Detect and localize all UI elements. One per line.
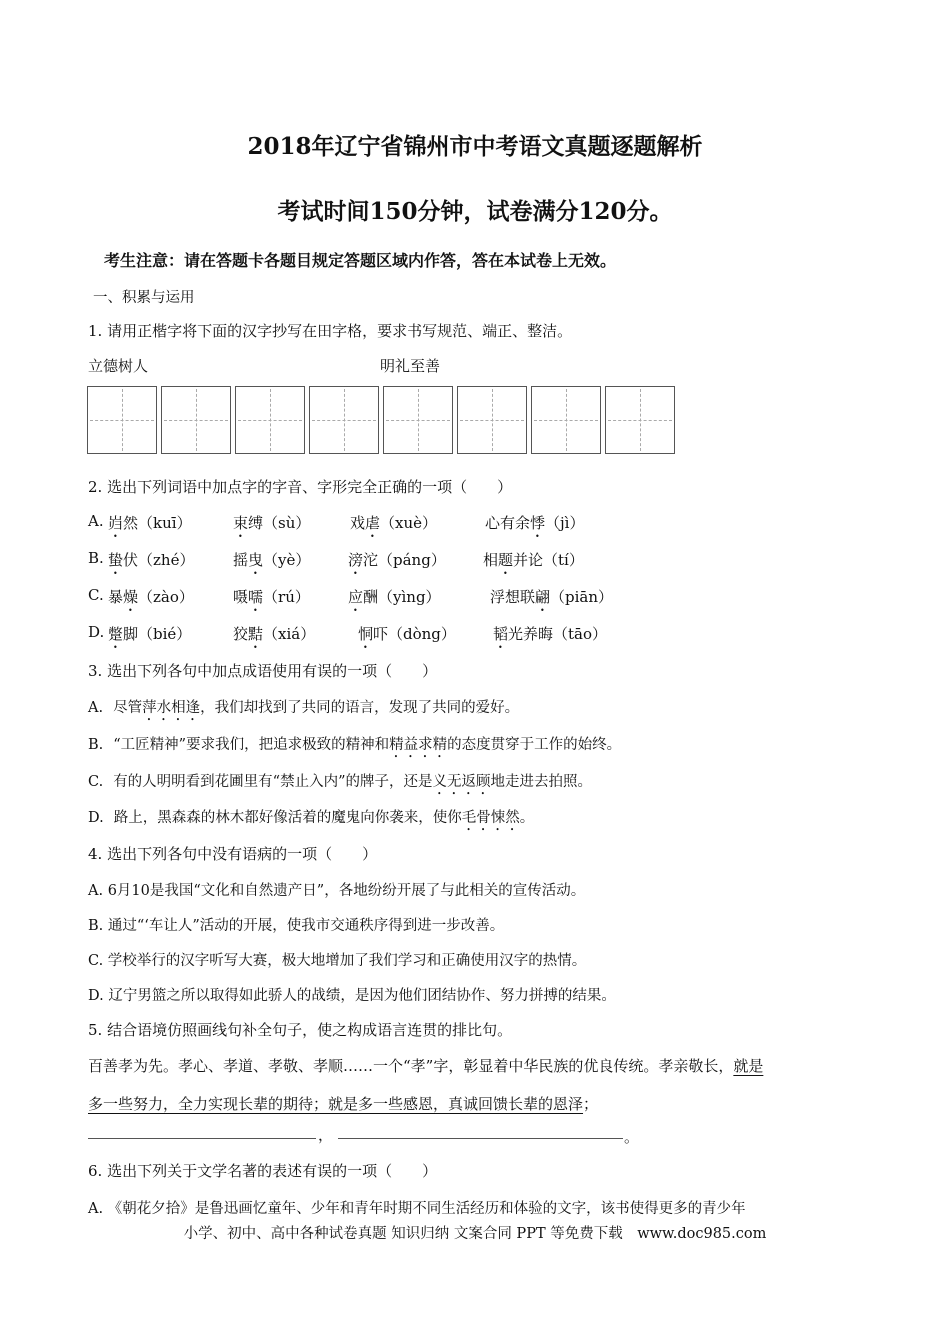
q5-paragraph-line1: 百善孝为先。孝心、孝道、孝敬、孝顺……一个“孝”字，彰显着中华民族的优良传统。孝亲敬长，就是 [88,1057,764,1075]
answer-blank-1[interactable] [88,1138,316,1139]
copy-phrase-2: 明礼至善 [380,357,441,375]
question-1-stem: 1. 请用正楷字将下面的汉字抄写在田字格，要求书写规范、端正、整洁。 [88,322,573,340]
q5-paragraph-line2: 多一些努力，全力实现长辈的期待；就是多一些感恩，真诚回馈长辈的恩泽； [88,1095,599,1113]
tianzige-cell[interactable] [531,386,601,454]
tianzige-grid [87,386,679,456]
question-5-stem: 5. 结合语境仿照画线句补全句子，使之构成语言连贯的排比句。 [88,1021,513,1039]
q3-option-b[interactable]: B. “工匠精神”要求我们，把追求极致的精神和精益求精的态度贯穿于工作的始终。 [88,737,622,753]
page-footer: 小学、初中、高中各种试卷真题 知识归纳 文案合同 PPT 等免费下载 www.doc985.com [183,1226,767,1242]
tianzige-cell[interactable] [605,386,675,454]
copy-phrase-1: 立德树人 [88,357,149,375]
question-6-stem: 6. 选出下列关于文学名著的表述有误的一项（ ） [88,1162,438,1180]
q3-option-a[interactable]: A. 尽管萍水相逢，我们却找到了共同的语言，发现了共同的爱好。 [88,700,520,716]
answer-blank-2[interactable] [338,1138,623,1139]
q2-option-c[interactable]: C. 暴燥（zào） 嗫嚅（rú） 应酬（yìng） 浮想联翩（piān） [88,586,614,606]
q4-option-d[interactable]: D. 辽宁男篮之所以取得如此骄人的战绩，是因为他们团结协作、努力拼搏的结果。 [88,988,616,1004]
q4-option-c[interactable]: C. 学校举行的汉字听写大赛，极大地增加了我们学习和正确使用汉字的热情。 [88,953,587,969]
question-3-stem: 3. 选出下列各句中加点成语使用有误的一项（ ） [88,662,438,680]
q3-option-c[interactable]: C. 有的人明明看到花圃里有“禁止入内”的牌子，还是义无返顾地走进去拍照。 [88,774,593,790]
page-title: 2018年辽宁省锦州市中考语文真题逐题解析 [247,133,703,160]
q4-option-b[interactable]: B. 通过“‘车让人”活动的开展，使我市交通秩序得到进一步改善。 [88,918,505,934]
blank-period: 。 [624,1128,640,1146]
q2-option-b[interactable]: B. 蛰伏（zhé） 摇曳（yè） 滂沱（páng） 相题并论（tí） [88,549,584,569]
section-heading: 一、积累与运用 [93,290,195,306]
tianzige-cell[interactable] [87,386,157,454]
tianzige-cell[interactable] [383,386,453,454]
tianzige-cell[interactable] [457,386,527,454]
question-2-stem: 2. 选出下列词语中加点字的字音、字形完全正确的一项（ ） [88,478,513,496]
blank-comma: ， [318,1126,334,1144]
tianzige-cell[interactable] [235,386,305,454]
question-4-stem: 4. 选出下列各句中没有语病的一项（ ） [88,845,378,863]
tianzige-cell[interactable] [161,386,231,454]
tianzige-cell[interactable] [309,386,379,454]
q3-option-d[interactable]: D. 路上，黑森森的林木都好像活着的魔鬼向你袭来，使你毛骨悚然。 [88,810,535,826]
page-subtitle: 考试时间150分钟，试卷满分120分。 [277,198,673,225]
q6-option-a[interactable]: A. 《朝花夕拾》是鲁迅画忆童年、少年和青年时期不同生活经历和体验的文字，该书使得更多的青少年 [88,1201,746,1217]
q4-option-a[interactable]: A. 6月10是我国“文化和自然遗产日”，各地纷纷开展了与此相关的宣传活动。 [88,883,586,899]
q2-option-d[interactable]: D. 蹩脚（bié） 狡黠（xiá） 恫吓（dòng） 韬光养晦（tāo） [88,623,608,643]
exam-notice: 考生注意：请在答题卡各题目规定答题区域内作答，答在本试卷上无效。 [104,251,617,270]
q2-option-a[interactable]: A. 岿然（kuī） 束缚（sù） 戏虐（xuè） 心有余悸（jì） [88,512,585,532]
